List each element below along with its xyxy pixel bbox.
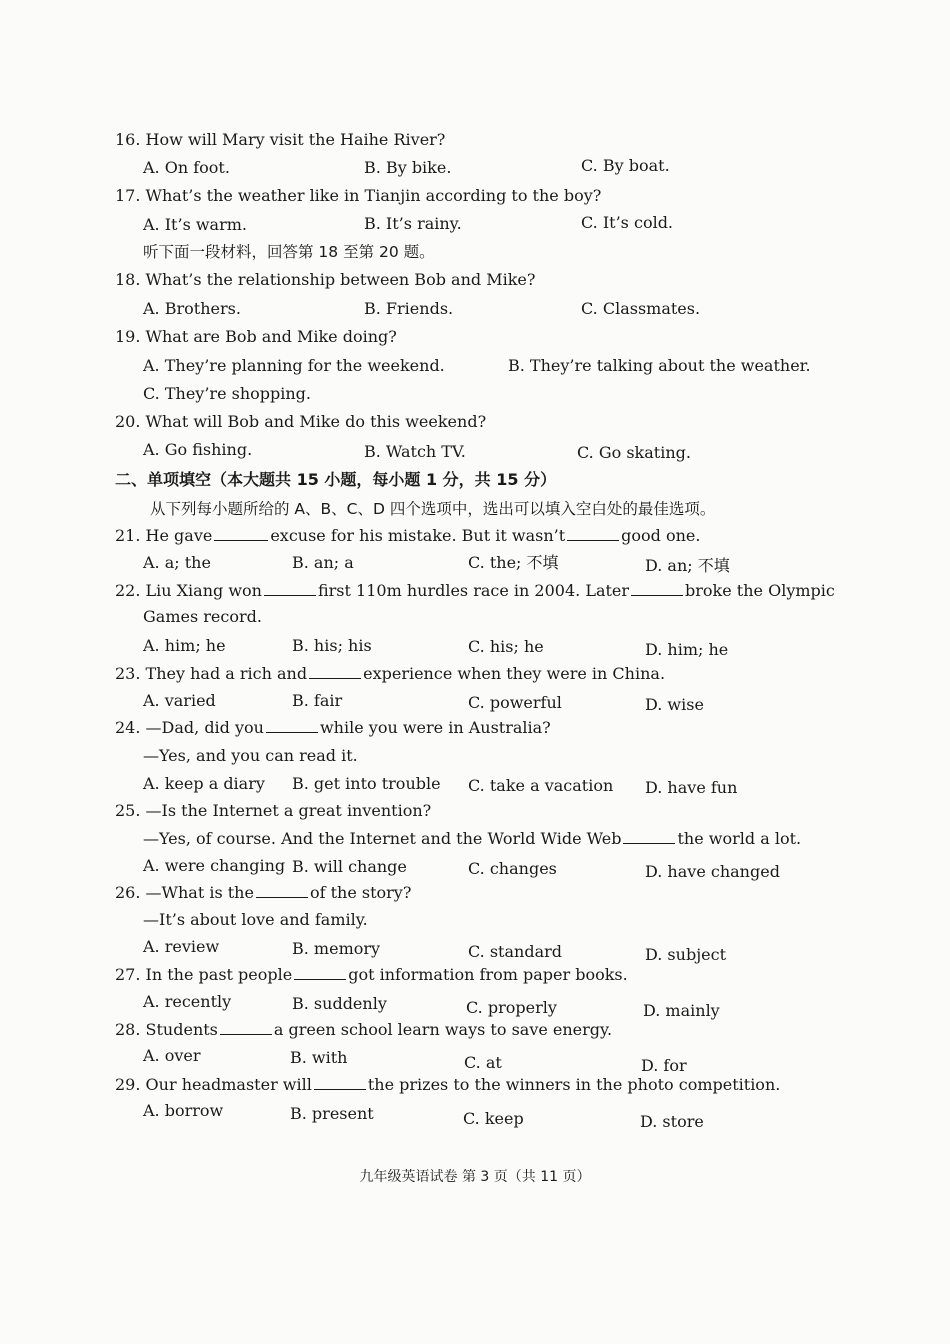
- question-27-option-a: A. recently: [143, 992, 232, 1011]
- question-22-option-b: B. his; his: [292, 636, 372, 655]
- answer-blank: [314, 1075, 366, 1090]
- question-22-option-c: C. his; he: [468, 637, 544, 656]
- question-29-option-d: D. store: [640, 1112, 704, 1131]
- question-23-option-d: D. wise: [645, 695, 704, 714]
- question-25-stem: 25. —Is the Internet a great invention?: [115, 801, 432, 820]
- question-18-option-a: A. Brothers.: [143, 299, 241, 318]
- question-17-option-c: C. It’s cold.: [581, 213, 674, 232]
- question-19-option-c: C. They’re shopping.: [143, 384, 311, 403]
- question-16-option-b: B. By bike.: [364, 158, 452, 177]
- question-18-stem: 18. What’s the relationship between Bob and Mike?: [115, 270, 536, 289]
- question-17-option-b: B. It’s rainy.: [364, 214, 462, 233]
- question-23-option-b: B. fair: [292, 691, 343, 710]
- answer-blank: [631, 581, 683, 596]
- question-29-stem: 29. Our headmaster will the prizes to the winners in the photo competition.: [115, 1075, 781, 1094]
- question-28-option-b: B. with: [290, 1048, 348, 1067]
- answer-blank: [256, 883, 308, 898]
- section-2-instruction: 从下列每小题所给的 A、B、C、D 四个选项中，选出可以填入空白处的最佳选项。: [150, 500, 716, 518]
- question-19-option-b: B. They’re talking about the weather.: [508, 356, 811, 375]
- question-22-stem-continued: Games record.: [143, 607, 262, 626]
- question-19-stem: 19. What are Bob and Mike doing?: [115, 327, 397, 346]
- question-16-option-c: C. By boat.: [581, 156, 670, 175]
- question-20-option-c: C. Go skating.: [577, 443, 691, 462]
- question-24-option-d: D. have fun: [645, 778, 738, 797]
- question-22-option-a: A. him; he: [143, 636, 226, 655]
- question-20-option-b: B. Watch TV.: [364, 442, 466, 461]
- question-21-option-d: D. an; 不填: [645, 556, 730, 575]
- question-21-option-b: B. an; a: [292, 553, 354, 572]
- section-2-title: 二、单项填空（本大题共 15 小题，每小题 1 分，共 15 分）: [115, 470, 557, 489]
- question-28-option-a: A. over: [143, 1046, 201, 1065]
- question-25-option-c: C. changes: [468, 859, 557, 878]
- question-20-option-a: A. Go fishing.: [143, 440, 253, 459]
- question-24-stem: 24. —Dad, did you while you were in Australia?: [115, 718, 551, 737]
- question-22-stem: 22. Liu Xiang won first 110m hurdles race in 2004. Later broke the Olympic: [115, 581, 835, 600]
- question-28-stem: 28. Students a green school learn ways to save energy.: [115, 1020, 613, 1039]
- question-26-response: —It’s about love and family.: [143, 910, 368, 929]
- answer-blank: [309, 664, 361, 679]
- answer-blank: [294, 965, 346, 980]
- question-25-option-d: D. have changed: [645, 862, 780, 881]
- question-19-option-a: A. They’re planning for the weekend.: [143, 356, 445, 375]
- question-22-option-d: D. him; he: [645, 640, 729, 659]
- question-16-option-a: A. On foot.: [143, 158, 230, 177]
- page-footer: 九年级英语试卷 第 3 页（共 11 页）: [359, 1169, 591, 1185]
- question-26-option-d: D. subject: [645, 945, 727, 964]
- question-29-option-b: B. present: [290, 1104, 374, 1123]
- question-23-option-a: A. varied: [143, 691, 216, 710]
- answer-blank: [220, 1020, 272, 1035]
- question-27-stem: 27. In the past people got information from paper books.: [115, 965, 628, 984]
- question-24-response: —Yes, and you can read it.: [143, 746, 358, 765]
- question-26-option-a: A. review: [143, 937, 220, 956]
- question-26-option-b: B. memory: [292, 939, 381, 958]
- question-17-stem: 17. What’s the weather like in Tianjin according to the boy?: [115, 186, 602, 205]
- question-29-option-a: A. borrow: [143, 1101, 224, 1120]
- question-24-option-a: A. keep a diary: [143, 774, 265, 793]
- question-17-option-a: A. It’s warm.: [143, 215, 247, 234]
- question-25-response: —Yes, of course. And the Internet and the World Wide Web the world a lot.: [143, 829, 802, 848]
- question-18-option-b: B. Friends.: [364, 299, 454, 318]
- question-21-stem: 21. He gave excuse for his mistake. But it wasn’t good one.: [115, 526, 701, 545]
- answer-blank: [567, 526, 619, 541]
- question-24-option-b: B. get into trouble: [292, 774, 441, 793]
- question-27-option-b: B. suddenly: [292, 994, 387, 1013]
- answer-blank: [266, 718, 318, 733]
- question-26-stem: 26. —What is the of the story?: [115, 883, 412, 902]
- question-26-option-c: C. standard: [468, 942, 562, 961]
- question-27-option-c: C. properly: [466, 998, 557, 1017]
- listening-instruction: 听下面一段材料，回答第 18 至第 20 题。: [143, 243, 435, 261]
- question-18-option-c: C. Classmates.: [581, 299, 701, 318]
- question-20-stem: 20. What will Bob and Mike do this weekend?: [115, 412, 487, 431]
- question-27-option-d: D. mainly: [643, 1001, 720, 1020]
- question-25-option-a: A. were changing: [143, 856, 286, 875]
- question-29-option-c: C. keep: [463, 1109, 524, 1128]
- question-23-stem: 23. They had a rich and experience when they were in China.: [115, 664, 666, 683]
- question-24-option-c: C. take a vacation: [468, 776, 614, 795]
- question-28-option-c: C. at: [464, 1053, 502, 1072]
- question-23-option-c: C. powerful: [468, 693, 562, 712]
- question-21-option-a: A. a; the: [143, 553, 211, 572]
- question-28-option-d: D. for: [641, 1056, 687, 1075]
- question-16-stem: 16. How will Mary visit the Haihe River?: [115, 130, 446, 149]
- answer-blank: [214, 526, 268, 541]
- answer-blank: [264, 581, 316, 596]
- question-21-option-c: C. the; 不填: [468, 553, 559, 572]
- answer-blank: [623, 829, 675, 844]
- question-25-option-b: B. will change: [292, 857, 407, 876]
